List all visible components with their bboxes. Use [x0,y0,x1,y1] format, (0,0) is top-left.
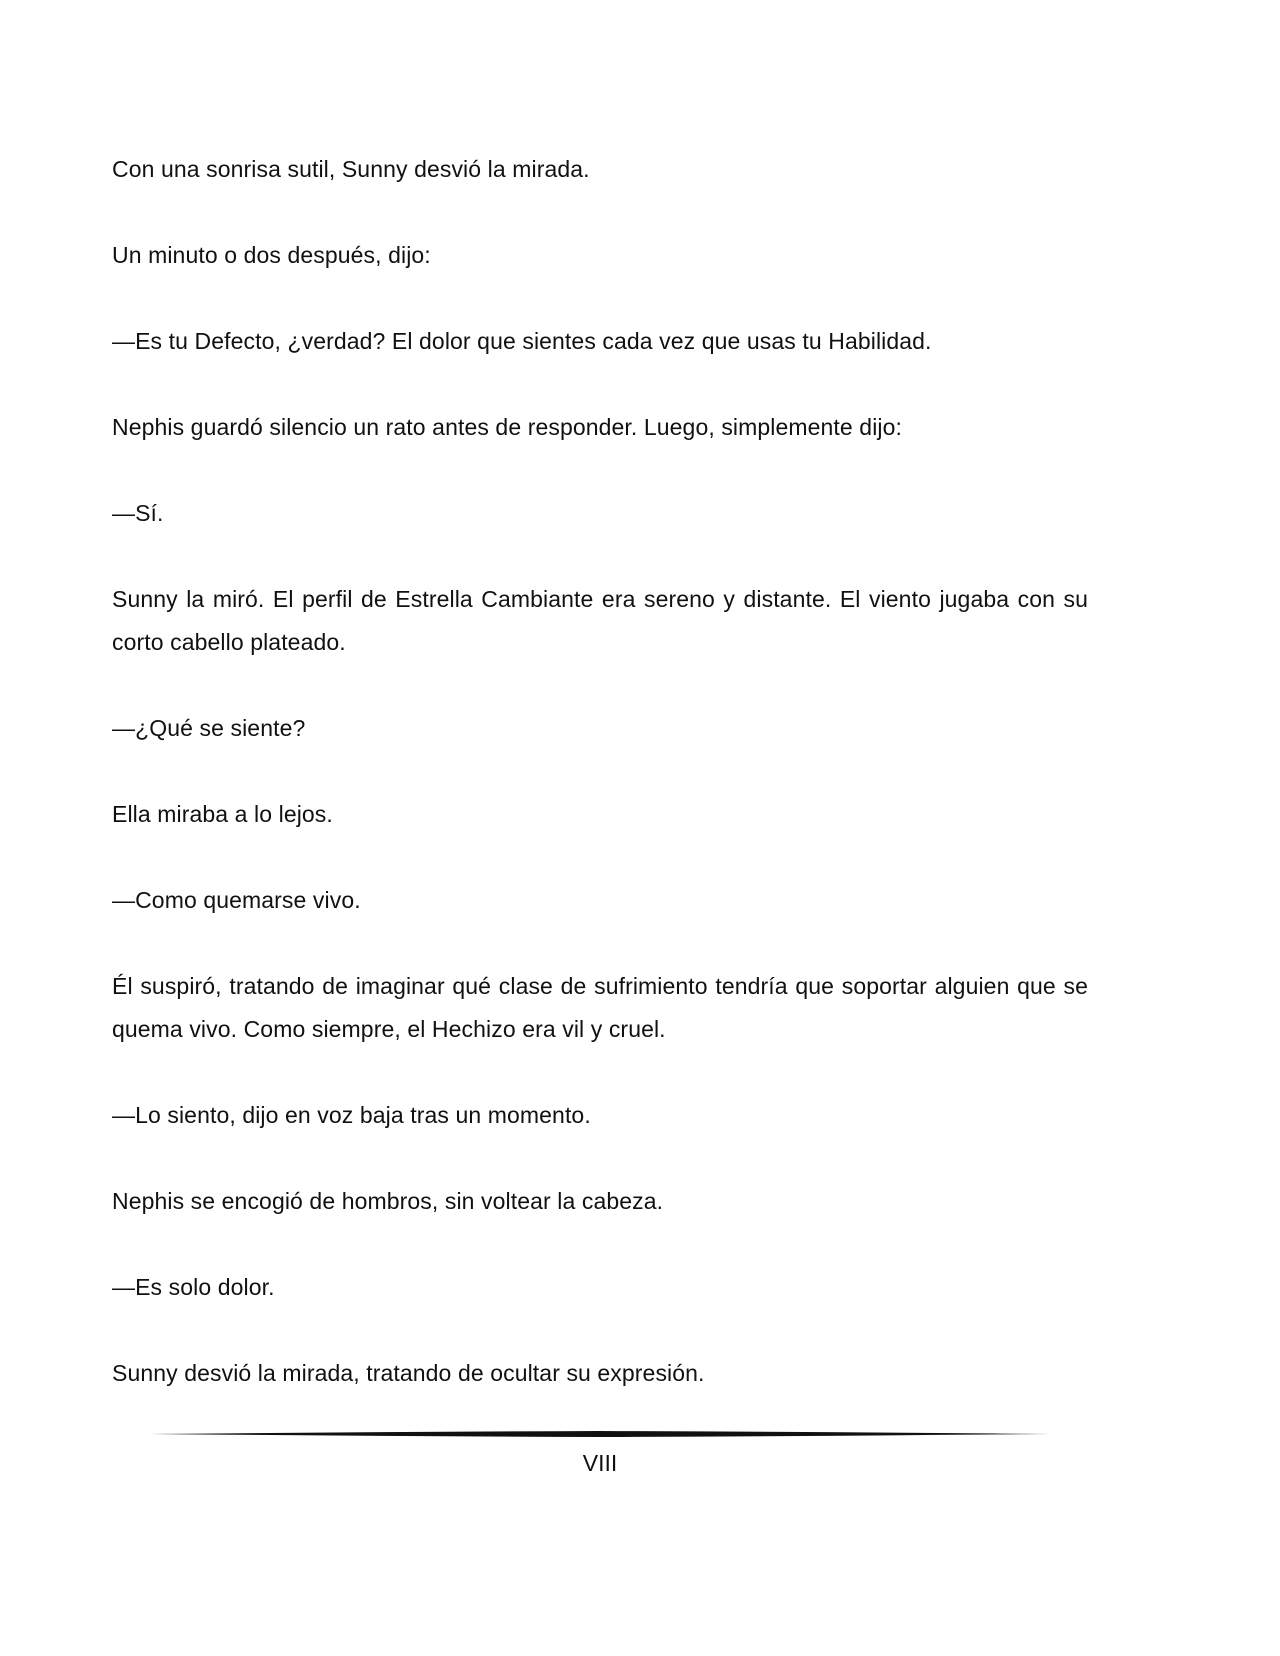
page-number: VIII [582,1450,618,1476]
page-body [112,148,1088,1438]
paragraph: Sunny desvió la mirada, tratando de ocultar su expresión. [112,1360,705,1386]
paragraph: Él suspiró, tratando de imaginar qué clase de sufrimiento tendría que soportar alguien que se quema vivo. Como siempre, el Hechizo era vil y cruel. [112,973,1088,1042]
paragraph: —¿Qué se siente? [112,715,306,741]
paragraph: —Sí. [112,500,164,526]
paragraph: Con una sonrisa sutil, Sunny desvió la mirada. [112,156,590,182]
paragraph: Nephis se encogió de hombros, sin voltear la cabeza. [112,1188,664,1214]
footer-divider [150,1428,1050,1440]
paragraph: —Lo siento, dijo en voz baja tras un momento. [112,1102,591,1128]
paragraph: Un minuto o dos después, dijo: [112,242,431,268]
paragraph: Sunny la miró. El perfil de Estrella Cambiante era sereno y distante. El viento jugaba con su corto cabello plateado. [112,586,1088,655]
paragraph: —Es tu Defecto, ¿verdad? El dolor que sientes cada vez que usas tu Habilidad. [112,328,932,354]
paragraph: Nephis guardó silencio un rato antes de responder. Luego, simplemente dijo: [112,414,902,440]
paragraph: Ella miraba a lo lejos. [112,801,333,827]
paragraph: —Como quemarse vivo. [112,887,361,913]
paragraph: —Es solo dolor. [112,1274,275,1300]
